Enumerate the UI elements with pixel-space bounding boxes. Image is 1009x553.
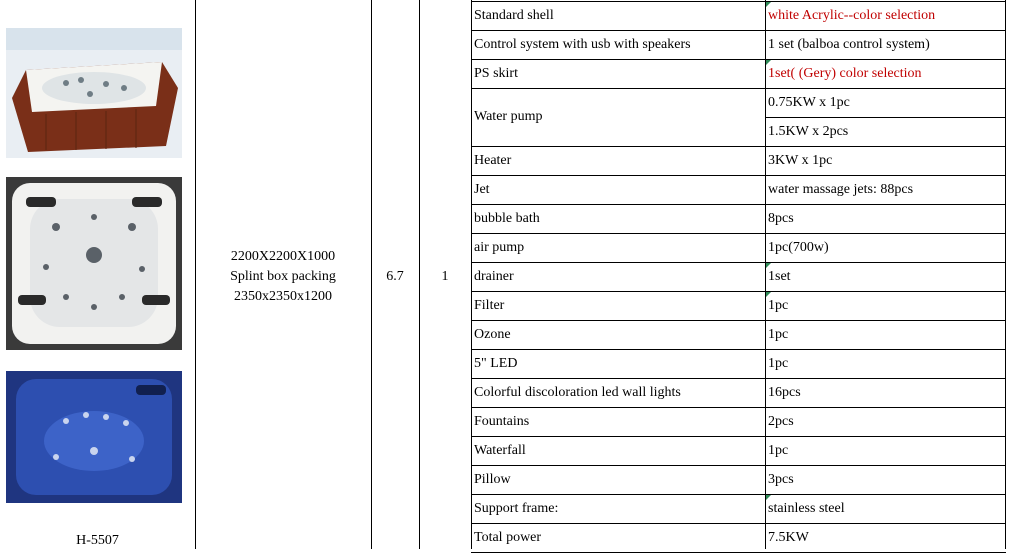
grid-line: [471, 436, 1006, 437]
spec-value: 1pc: [768, 443, 789, 458]
grid-line: [765, 0, 766, 549]
grid-line: [765, 117, 1006, 118]
spec-label: Ozone: [474, 327, 511, 342]
comment-marker: [766, 2, 771, 7]
spec-label: Filter: [474, 298, 505, 313]
spec-label: Colorful discoloration led wall lights: [474, 385, 681, 400]
spec-value: 3KW x 1pc: [768, 153, 833, 168]
grid-line: [471, 146, 1006, 147]
spec-label: Support frame:: [474, 501, 559, 516]
volume-value: 6.7: [386, 269, 404, 284]
spec-value: 1set: [768, 269, 791, 284]
comment-marker: [766, 60, 771, 65]
grid-line: [471, 0, 472, 549]
grid-line: [471, 465, 1006, 466]
spec-value: 1pc: [768, 327, 789, 342]
spec-label: PS skirt: [474, 66, 518, 81]
size-line: Splint box packing: [230, 269, 336, 284]
spec-value: water massage jets: 88pcs: [768, 182, 914, 197]
spec-value: 1pc: [768, 356, 789, 371]
spec-value: 1pc: [768, 298, 789, 313]
size-line: 2350x2350x1200: [234, 289, 332, 304]
spec-value: 2pcs: [768, 414, 794, 429]
spec-label: Heater: [474, 153, 512, 168]
grid-line: [471, 320, 1006, 321]
spec-value: 8pcs: [768, 211, 794, 226]
hot-tub-photo-wood: [6, 28, 182, 158]
spec-label: Fountains: [474, 414, 530, 429]
spec-label: drainer: [474, 269, 514, 284]
spec-label: Waterfall: [474, 443, 526, 458]
grid-line: [471, 30, 1006, 31]
spec-label: Control system with usb with speakers: [474, 37, 691, 52]
grid-line: [471, 262, 1006, 263]
size-packing-block: [195, 247, 371, 307]
quantity-value: 1: [441, 269, 449, 284]
comment-marker: [766, 292, 771, 297]
spec-label: Jet: [474, 182, 490, 197]
grid-line: [471, 175, 1006, 176]
grid-line: [471, 378, 1006, 379]
spec-value: 3pcs: [768, 472, 794, 487]
spec-value: 1.5KW x 2pcs: [768, 124, 849, 139]
spec-value: 1set( (Gery) color selection: [768, 66, 922, 81]
spec-label: 5" LED: [474, 356, 518, 371]
grid-line: [471, 88, 1006, 89]
spec-value: white Acrylic--color selection: [768, 8, 936, 23]
spec-value: 1pc(700w): [768, 240, 829, 255]
grid-line: [471, 291, 1006, 292]
grid-line: [471, 407, 1006, 408]
grid-line: [471, 349, 1006, 350]
spec-label: Standard shell: [474, 8, 554, 23]
comment-marker: [766, 495, 771, 500]
model-number: H-5507: [76, 533, 119, 548]
spec-value: 0.75KW x 1pc: [768, 95, 850, 110]
spec-value: 1 set (balboa control system): [768, 37, 930, 52]
grid-line: [471, 1, 1006, 2]
spec-label: air pump: [474, 240, 525, 255]
grid-line: [471, 204, 1006, 205]
spec-value: stainless steel: [768, 501, 845, 516]
spec-label: Pillow: [474, 472, 511, 487]
hot-tub-photo-white-top: [6, 177, 182, 350]
grid-line: [471, 59, 1006, 60]
spec-label: Water pump: [474, 109, 543, 124]
spec-label: bubble bath: [474, 211, 540, 226]
spec-value: 16pcs: [768, 385, 801, 400]
grid-line: [471, 233, 1006, 234]
comment-marker: [766, 263, 771, 268]
hot-tub-photo-blue: [6, 371, 182, 503]
grid-line: [471, 523, 1006, 524]
spec-label: Total power: [474, 530, 542, 545]
spec-value: 7.5KW: [768, 530, 809, 545]
grid-line: [471, 494, 1006, 495]
grid-line: [1005, 0, 1006, 549]
size-line: 2200X2200X1000: [230, 249, 336, 264]
